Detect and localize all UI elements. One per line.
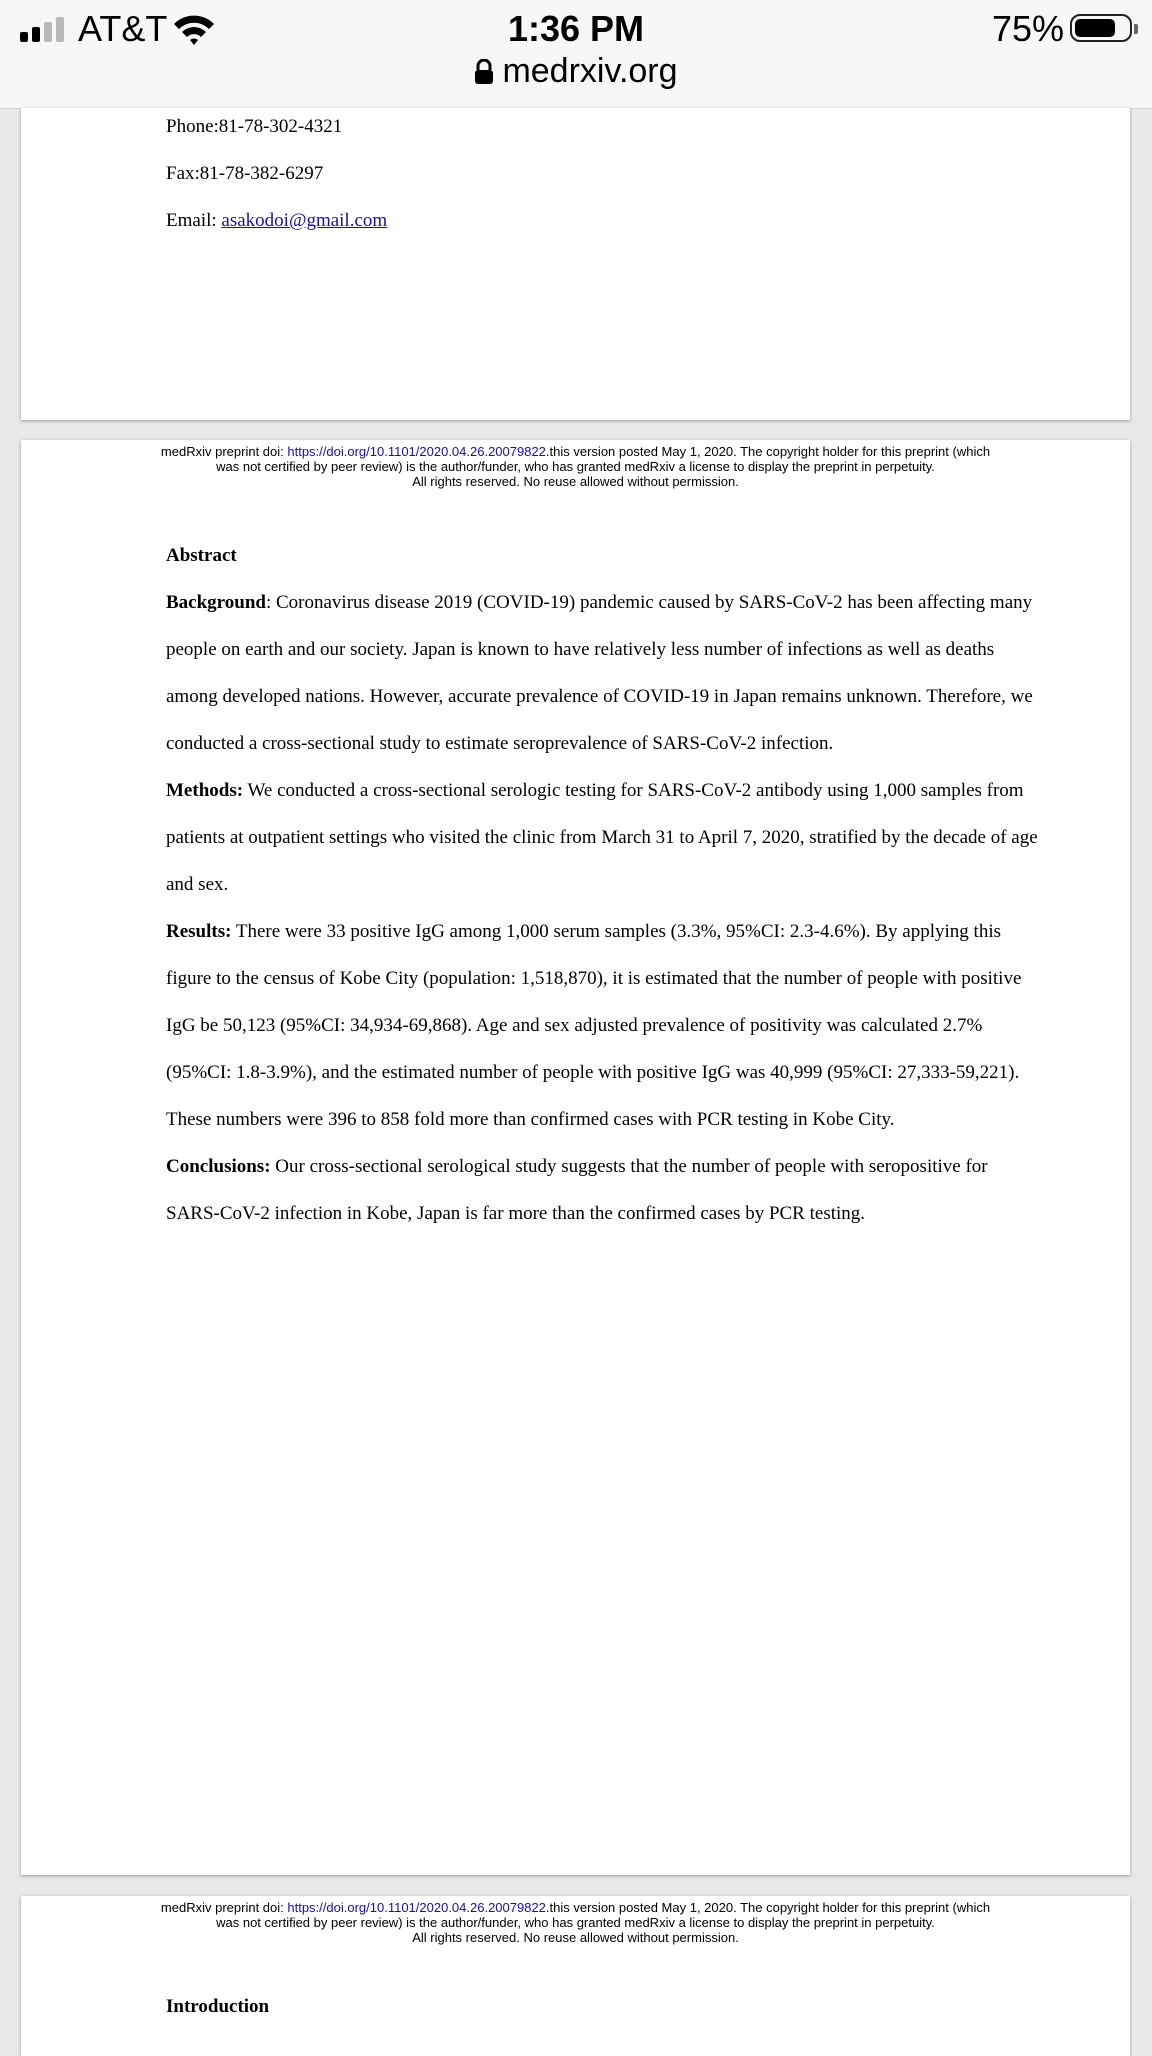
pdf-page-2 [21, 440, 1130, 1875]
preprint-line1-rest: .this version posted May 1, 2020. The copyright holder for this preprint (which [545, 1900, 991, 1915]
url-text: medrxiv.org [502, 52, 678, 90]
preprint-prefix: medRxiv preprint doi: [160, 444, 288, 459]
abstract-methods-paragraph [166, 767, 1046, 908]
carrier-name: AT&T [78, 8, 168, 49]
battery-icon [1070, 14, 1132, 42]
clock: 1:36 PM [507, 8, 645, 49]
preprint-line2: was not certified by peer review) is the author/funder, who has granted medRxiv a license to display the preprint in perpetuity. [216, 459, 935, 474]
battery-percent: 75% [991, 8, 1064, 49]
preprint-notice [21, 1900, 1130, 1945]
contact-fax: Fax:81-78-382-6297 [166, 163, 324, 184]
preprint-line3: All rights reserved. No reuse allowed without permission. [412, 1930, 739, 1945]
conclusions-label: Conclusions: [166, 1156, 271, 1177]
contact-phone: Phone:81-78-302-4321 [166, 116, 343, 137]
doi-link[interactable]: https://doi.org/10.1101/2020.04.26.20079822 [287, 444, 546, 459]
lock-icon [474, 59, 494, 85]
conclusions-text: Our cross-sectional serological study suggests that the number of people with seropositive for SARS-CoV-2 infection in Kobe, Japan is far more than the confirmed cases by PCR testing. [166, 1156, 988, 1224]
results-text: There were 33 positive IgG among 1,000 serum samples (3.3%, 95%CI: 2.3-4.6%). By applying this figure to the census of Kobe City (population: 1,518,870), it is estimated that the number of people with positive IgG be 50,123 (95%CI: 34,934-69,868). Age and sex adjusted prevalence of positivity was calculated 2.7% (95%CI: 1.8-3.9%), and the estimated number of people with positive IgG was 40,999 (95%CI: 27,333-59,221). These numbers were 396 to 858 fold more than confirmed cases with PCR testing in Kobe City. [166, 921, 1022, 1130]
abstract-section [166, 532, 1046, 1237]
email-link[interactable]: asakodoi@gmail.com [221, 210, 388, 231]
abstract-heading: Abstract [166, 545, 237, 566]
abstract-conclusions-paragraph [166, 1143, 1046, 1237]
background-text: : Coronavirus disease 2019 (COVID-19) pandemic caused by SARS-CoV-2 has been affecting many people on earth and our society. Japan is known to have relatively less number of infections as well as deaths among developed nations. However, accurate prevalence of COVID-19 in Japan remains unknown. Therefore, we conducted a cross-sectional study to estimate seroprevalence of SARS-CoV-2 infection. [166, 592, 1033, 754]
contact-email-label: Email: [166, 210, 222, 231]
preprint-line1-rest: .this version posted May 1, 2020. The copyright holder for this preprint (which [545, 444, 991, 459]
methods-label: Methods: [166, 780, 244, 801]
results-label: Results: [166, 921, 232, 942]
status-bar [0, 0, 1152, 109]
doi-link[interactable]: https://doi.org/10.1101/2020.04.26.20079822 [287, 1900, 546, 1915]
preprint-line3: All rights reserved. No reuse allowed without permission. [412, 474, 739, 489]
contact-email-line [166, 210, 387, 232]
pdf-page-3 [21, 1896, 1130, 2056]
preprint-prefix: medRxiv preprint doi: [160, 1900, 288, 1915]
pdf-page-1 [21, 108, 1130, 420]
preprint-line2: was not certified by peer review) is the author/funder, who has granted medRxiv a license to display the preprint in perpetuity. [216, 1915, 935, 1930]
introduction-heading: Introduction [166, 1996, 270, 2017]
methods-text: We conducted a cross-sectional serologic testing for SARS-CoV-2 antibody using 1,000 samples from patients at outpatient settings who visited the clinic from March 31 to April 7, 2020, stratified by the decade of age and sex. [166, 780, 1038, 895]
abstract-background-paragraph [166, 579, 1046, 767]
abstract-results-paragraph [166, 908, 1046, 1143]
preprint-notice [21, 444, 1130, 489]
address-bar[interactable] [0, 52, 1152, 91]
background-label: Background [166, 592, 266, 613]
